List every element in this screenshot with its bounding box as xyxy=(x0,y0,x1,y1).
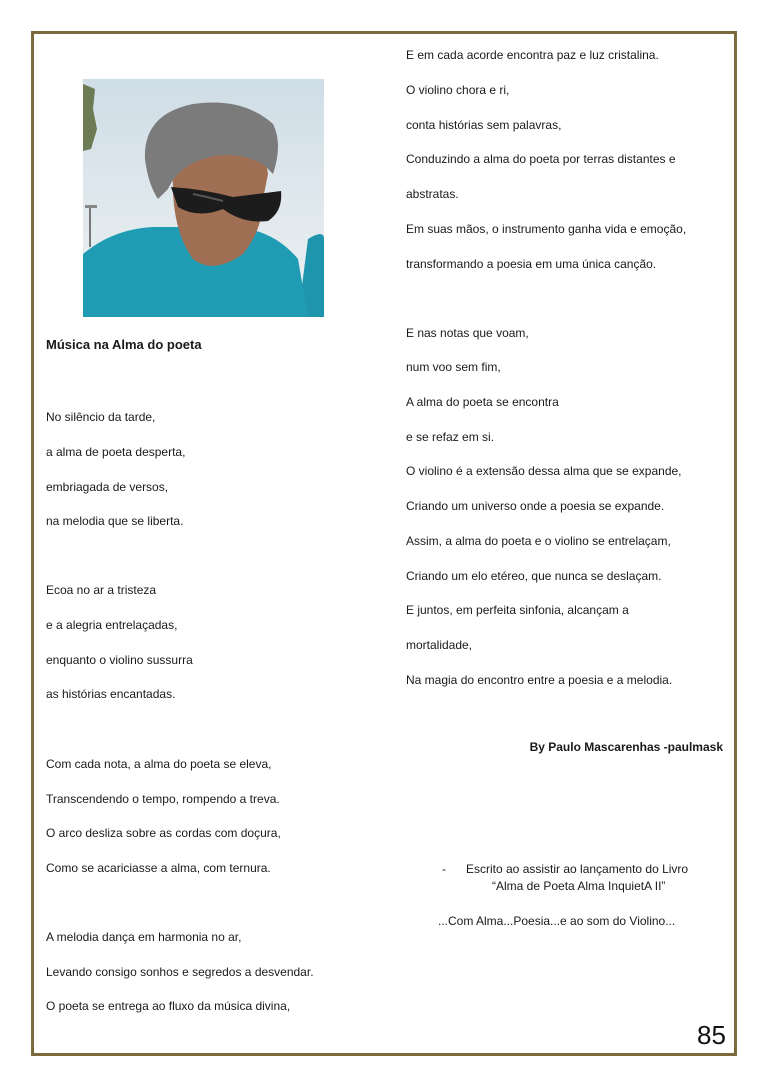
poem-line: O violino é a extensão dessa alma que se expande, xyxy=(406,464,682,478)
note-line-3: ...Com Alma...Poesia...e ao som do Violino... xyxy=(438,914,676,928)
poem-line: A alma do poeta se encontra xyxy=(406,395,559,409)
page-number: 85 xyxy=(697,1020,726,1050)
poem-line: enquanto o violino sussurra xyxy=(46,653,193,667)
poem-line: E nas notas que voam, xyxy=(406,326,529,340)
poem-line: O arco desliza sobre as cordas com doçura, xyxy=(46,826,281,840)
author-byline: By Paulo Mascarenhas -paulmask xyxy=(529,740,723,754)
poem-line: Levando consigo sonhos e segredos a desvendar. xyxy=(46,965,314,979)
poem-line: Como se acariciasse a alma, com ternura. xyxy=(46,861,271,875)
poem-line: No silêncio da tarde, xyxy=(46,410,156,424)
poem-line: Na magia do encontro entre a poesia e a melodia. xyxy=(406,673,673,687)
poem-line: conta histórias sem palavras, xyxy=(406,118,562,132)
author-photo xyxy=(83,79,324,317)
poem-line: Transcendendo o tempo, rompendo a treva. xyxy=(46,792,280,806)
note-bullet: - xyxy=(442,862,446,876)
poem-line: e a alegria entrelaçadas, xyxy=(46,618,178,632)
poem-line: num voo sem fim, xyxy=(406,360,501,374)
poem-line: as histórias encantadas. xyxy=(46,687,176,701)
note-line-2: “Alma de Poeta Alma InquietA II” xyxy=(492,879,666,893)
note-line-1 xyxy=(442,862,688,876)
poem-line: transformando a poesia em uma única canção. xyxy=(406,257,657,271)
poem-line: Ecoa no ar a tristeza xyxy=(46,583,157,597)
poem-line: Com cada nota, a alma do poeta se eleva, xyxy=(46,757,272,771)
poem-line: Conduzindo a alma do poeta por terras distantes e xyxy=(406,152,676,166)
poem-line: A melodia dança em harmonia no ar, xyxy=(46,930,242,944)
poem-line: na melodia que se liberta. xyxy=(46,514,184,528)
poem-line: abstratas. xyxy=(406,187,459,201)
poem-line: Criando um elo etéreo, que nunca se deslaçam. xyxy=(406,569,662,583)
poem-line: Em suas mãos, o instrumento ganha vida e emoção, xyxy=(406,222,687,236)
poem-line: E em cada acorde encontra paz e luz cristalina. xyxy=(406,48,659,62)
poem-line: mortalidade, xyxy=(406,638,473,652)
poem-line: Assim, a alma do poeta e o violino se entrelaçam, xyxy=(406,534,671,548)
poem-line: O poeta se entrega ao fluxo da música divina, xyxy=(46,999,291,1013)
note-text-1: Escrito ao assistir ao lançamento do Livro xyxy=(466,862,689,876)
poem-line: embriagada de versos, xyxy=(46,480,169,494)
poem-title: Música na Alma do poeta xyxy=(46,337,202,352)
poem-line: e se refaz em si. xyxy=(406,430,495,444)
poem-line: Criando um universo onde a poesia se expande. xyxy=(406,499,665,513)
poem-line: E juntos, em perfeita sinfonia, alcançam a xyxy=(406,603,629,617)
poem-line: a alma de poeta desperta, xyxy=(46,445,186,459)
poem-line: O violino chora e ri, xyxy=(406,83,510,97)
